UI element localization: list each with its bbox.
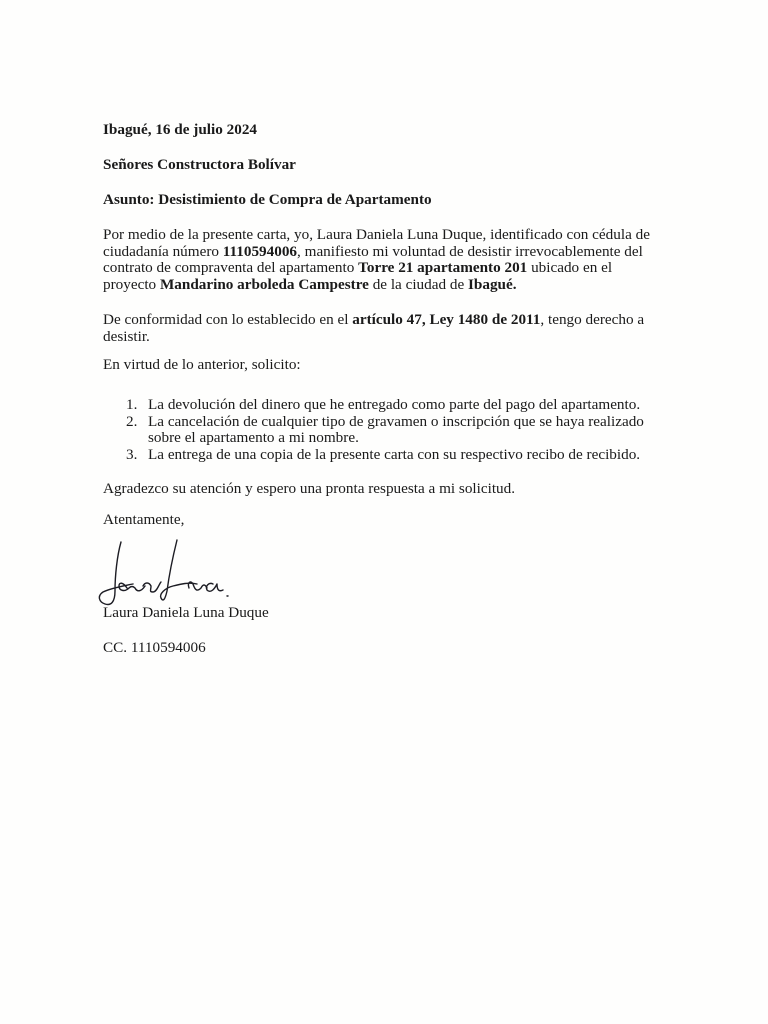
list-item — [103, 414, 663, 447]
paragraph-request-intro: En virtud de lo anterior, solicito: — [103, 356, 301, 373]
para1-text-2: , manifiesto mi voluntad de desistir irrevocablemente del contrato de compraventa del apartamento — [103, 242, 643, 276]
list-item-number: 1. — [126, 396, 138, 413]
recipient: Señores Constructora Bolívar — [103, 156, 296, 173]
para1-project: Mandarino arboleda Campestre — [159, 275, 369, 293]
para1-id-number: 1110594006 — [222, 242, 298, 260]
para1-city: Ibagué. — [468, 275, 517, 293]
list-item — [103, 397, 663, 414]
request-list — [103, 397, 663, 463]
para1-apartment: Torre 21 apartamento 201 — [358, 259, 528, 276]
list-item-text: La cancelación de cualquier tipo de gravamen o inscripción que se haya realizado sobre el apartamento a mi nombre. — [148, 412, 644, 446]
para1-text-4: de la ciudad de — [368, 275, 469, 293]
para2-law-reference: artículo 47, Ley 1480 de 2011 — [352, 311, 541, 328]
list-item-text: La entrega de una copia de la presente carta con su respectivo recibo de recibido. — [148, 445, 641, 463]
paragraph-intro — [103, 227, 663, 293]
signer-name: Laura Daniela Luna Duque — [103, 604, 269, 621]
place-date: Ibagué, 16 de julio 2024 — [103, 121, 258, 138]
thanks-line: Agradezco su atención y espero una pronta respuesta a mi solicitud. — [103, 480, 516, 497]
list-item-number: 2. — [126, 412, 138, 430]
list-item-text: La devolución del dinero que he entregado como parte del pago del apartamento. — [148, 396, 641, 413]
para2-text-2: , tengo derecho a desistir. — [103, 311, 645, 345]
list-item-number: 3. — [126, 445, 138, 463]
signer-id: CC. 1110594006 — [103, 639, 206, 656]
para1-text-3: ubicado en el proyecto — [103, 259, 613, 293]
para2-text-1: De conformidad con lo establecido en el — [103, 311, 353, 328]
closing: Atentamente, — [103, 511, 185, 528]
subject: Asunto: Desistimiento de Compra de Apartamento — [103, 191, 432, 208]
list-item — [103, 447, 663, 464]
para1-text-1: Por medio de la presente carta, yo, Laura Daniela Luna Duque, identificado con cédula de ciudadanía número — [103, 226, 650, 260]
paragraph-legal — [103, 312, 663, 345]
